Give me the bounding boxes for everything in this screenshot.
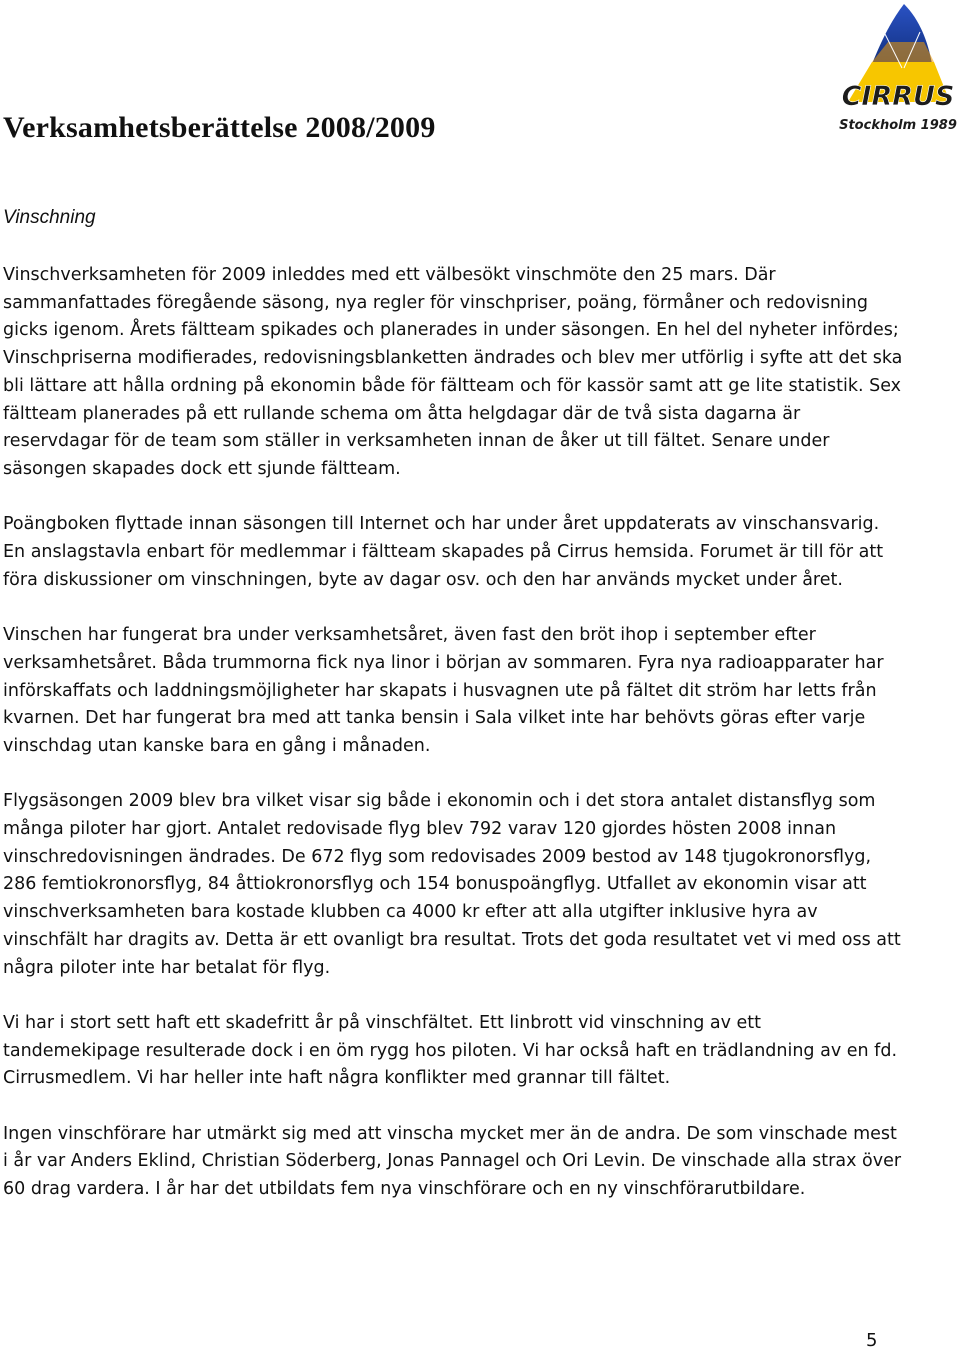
page-number: 5 xyxy=(866,1330,878,1351)
document-title: Verksamhetsberättelse 2008/2009 xyxy=(3,111,436,144)
cirrus-logo xyxy=(832,2,960,136)
paragraph: Vinschen har fungerat bra under verksamhetsåret, även fast den bröt ihop i september efter verksamhetsåret. Båda trummorna fick nya linor i början av sommaren. Fyra nya radioapparater har införskaffats och laddningsmöjligheter har skapats i husvagnen ute på fältet dit ström har letts från kvarnen. Det har fungerat bra med att tanka bensin i Sala vilket inte har behövts göras efter varje vinschdag utan kanske bara en gång i månaden. xyxy=(3,625,884,756)
paragraph: Flygsäsongen 2009 blev bra vilket visar sig både i ekonomin och i det stora antalet distansflyg som många piloter har gjort. Antalet redovisade flyg blev 792 varav 120 gjordes hösten 2008 innan vinschredovisningen ändrades. De 672 flyg som redovisades 2009 bestod av 148 tjugokronorsflyg, 286 femtiokronorsflyg, 84 åttiokronorsflyg och 154 bonuspoängflyg. Utfallet av ekonomin visar att vinschverksamheten bara kostade klubben ca 4000 kr efter att alla utgifter inklusive hyra av vinschfält har dragits av. Detta är ett ovanligt bra resultat. Trots det goda resultatet vet vi med oss att några piloter inte har betalat för flyg. xyxy=(3,791,901,978)
section-heading: Vinschning xyxy=(3,207,96,228)
document-body xyxy=(3,262,903,1232)
paragraph: Vinschverksamheten för 2009 inleddes med ett välbesökt vinschmöte den 25 mars. Där sammanfattades föregående säsong, nya regler för vinschpriser, poäng, förmåner och redovisning gicks igenom. Årets fältteam spikades och planerades in under säsongen. En hel del nyheter infördes; Vinschpriserna modifierades, redovisningsblanketten ändrades och blev mer utförlig i syfte att det ska bli lättare att hålla ordning på ekonomin både för fältteam och för kassör samt att ge lite statistik. Sex fältteam planerades på ett rullande schema om åtta helgdagar där de två sista dagarna är reservdagar för de team som ställer in verksamheten innan de åker ut till fältet. Senare under säsongen skapades dock ett sjunde fältteam. xyxy=(3,265,903,479)
logo-brand-text: CIRRUS xyxy=(841,81,955,112)
paragraph: Vi har i stort sett haft ett skadefritt år på vinschfältet. Ett linbrott vid vinschning av ett tandemekipage resulterade dock i en öm rygg hos piloten. Vi har också haft en trädlandning av en fd. Cirrusmedlem. Vi har heller inte haft några konflikter med grannar till fältet. xyxy=(3,1012,898,1089)
logo-tagline-text: Stockholm 1989 xyxy=(839,118,957,133)
paragraph: Ingen vinschförare har utmärkt sig med att vinscha mycket mer än de andra. De som vinschade mest i år var Anders Eklind, Christian Söderberg, Jonas Pannagel och Ori Levin. De vinschade alla strax över 60 drag vardera. I år har det utbildats fem nya vinschförare och en ny vinschförarutbildare. xyxy=(3,1123,902,1200)
cirrus-logo-graphic xyxy=(832,2,960,136)
paragraph: Poängboken flyttade innan säsongen till Internet och har under året uppdaterats av vinschansvarig. En anslagstavla enbart för medlemmar i fältteam skapades på Cirrus hemsida. Forumet är till för att föra diskussioner om vinschningen, byte av dagar osv. och den har används mycket under året. xyxy=(3,514,884,590)
